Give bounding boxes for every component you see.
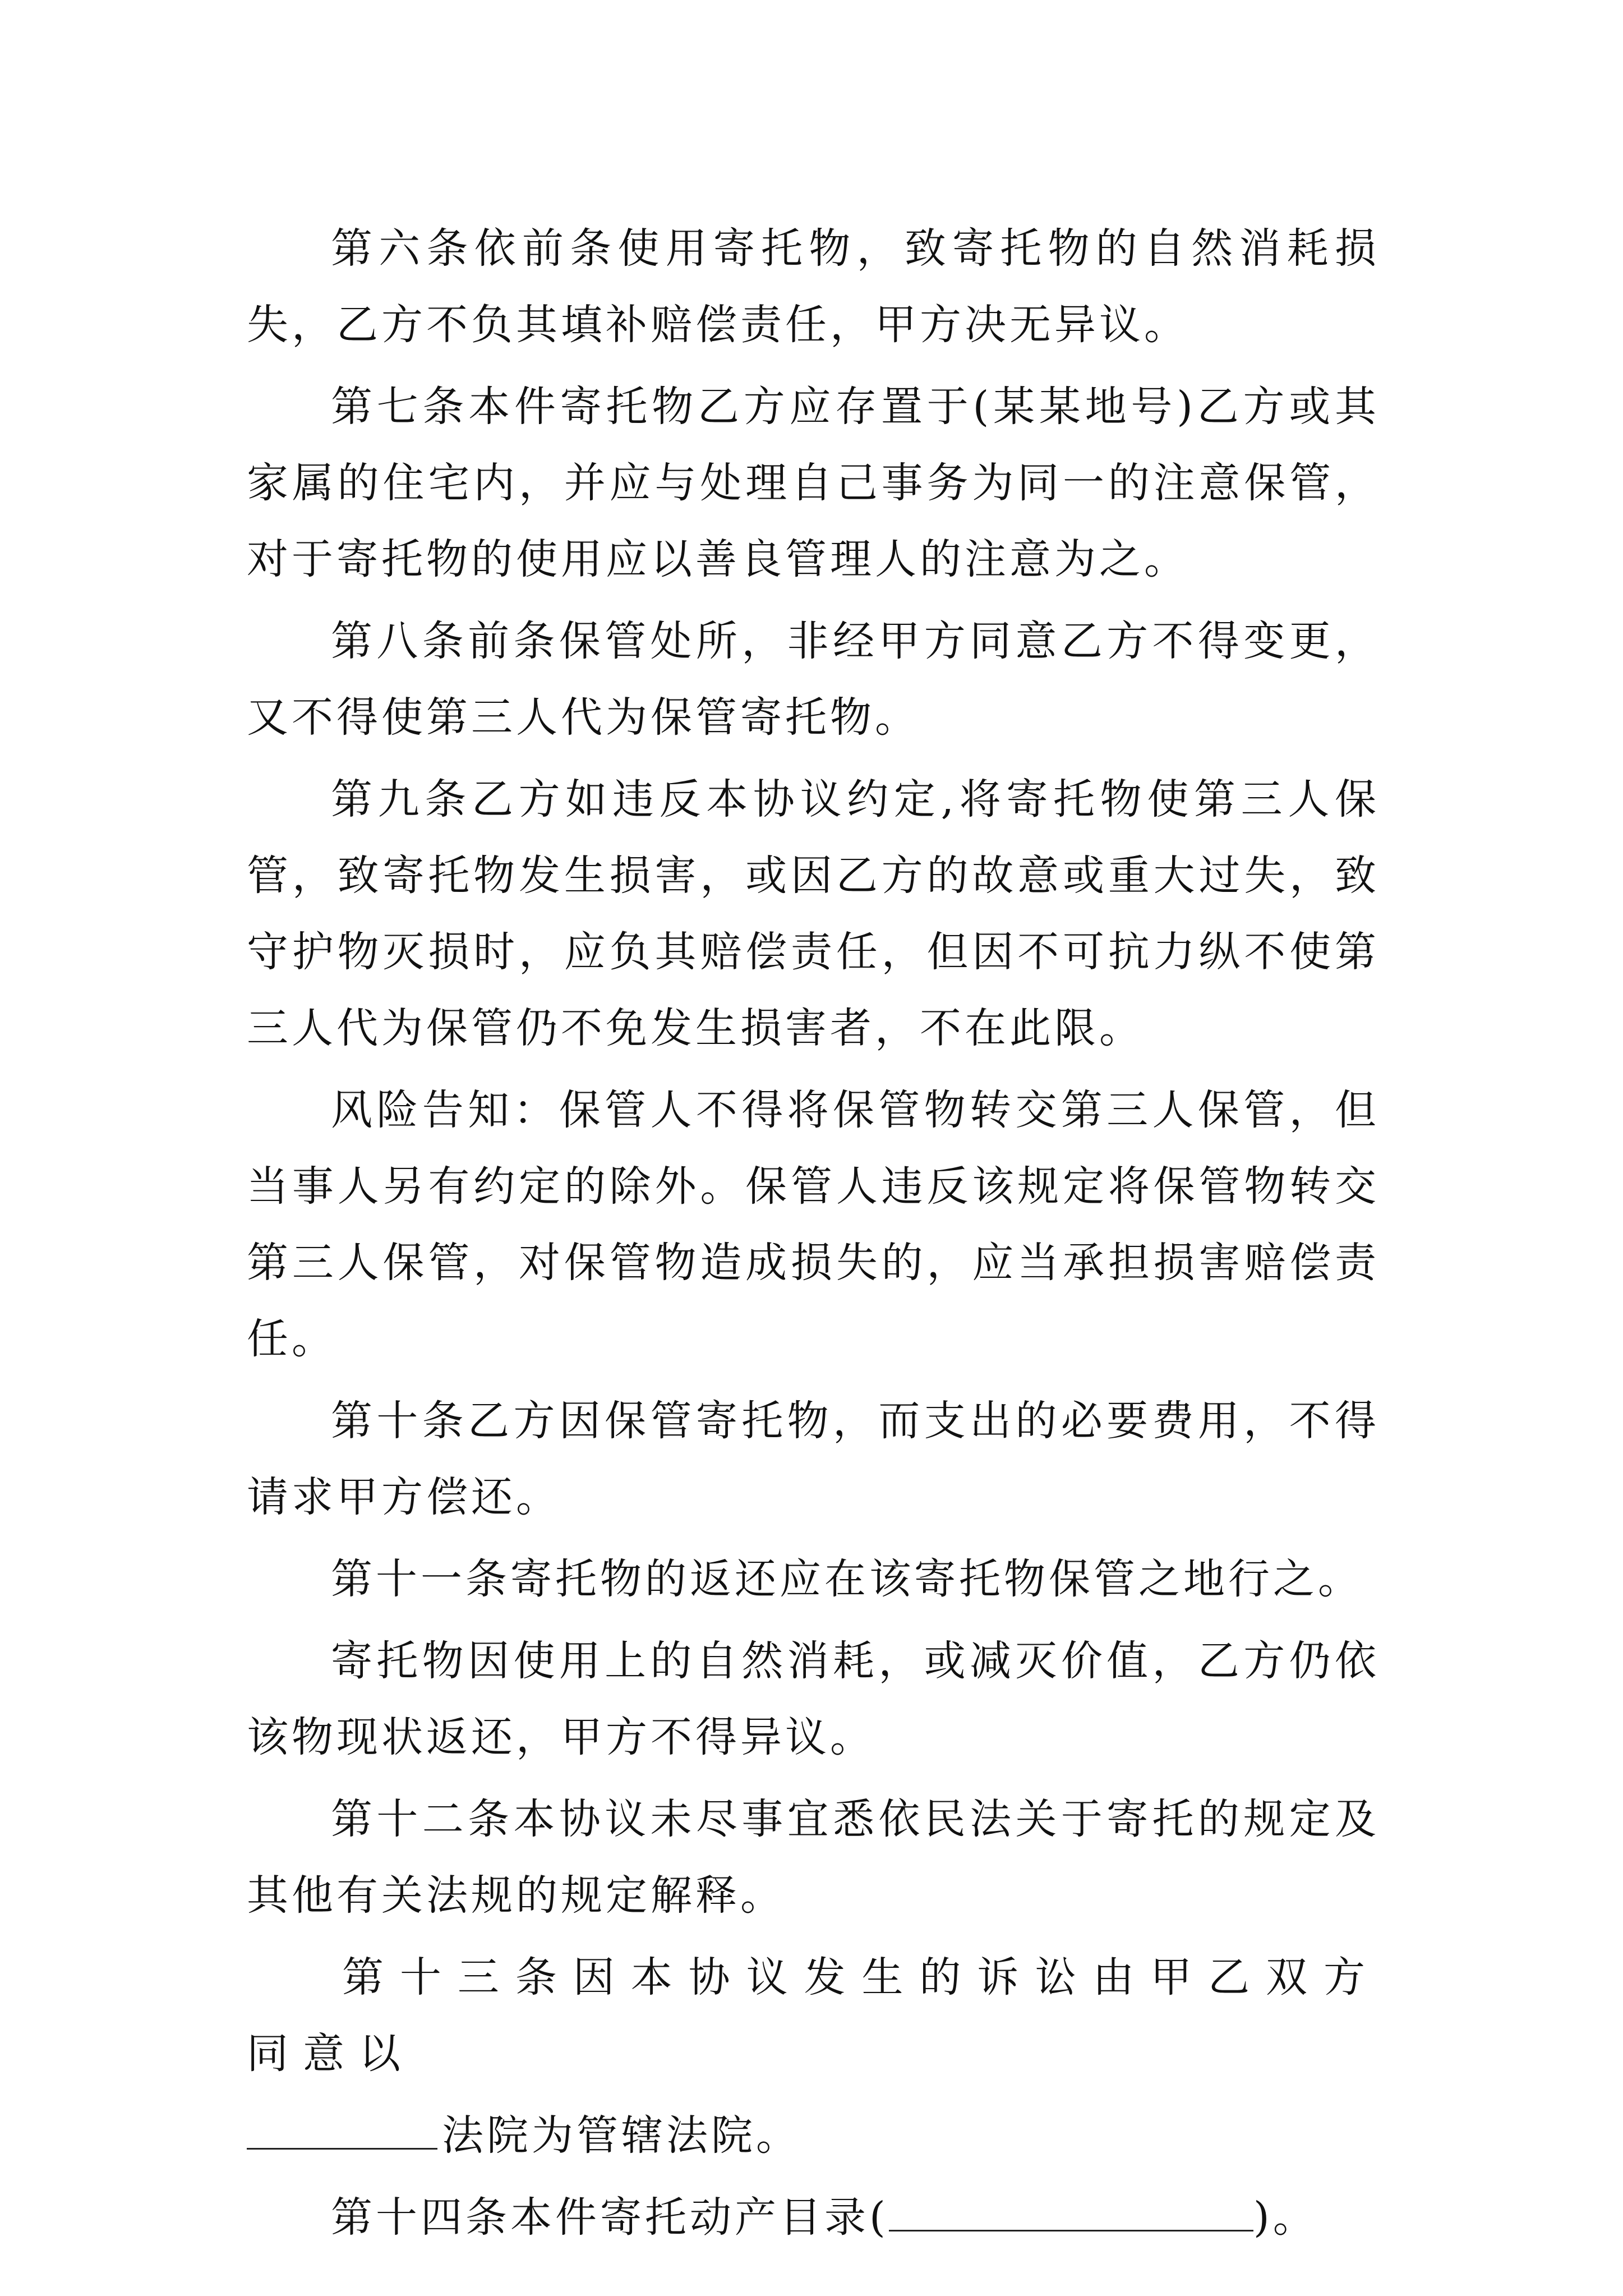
article-13-paragraph: [247, 1939, 1380, 2092]
article-8-paragraph: 第八条前条保管处所，非经甲方同意乙方不得变更，又不得使第三人代为保管寄托物。: [247, 617, 1380, 742]
article-13-text: 第十三条因本协议发生的诉讼由甲乙双方同意以: [247, 1953, 1380, 2078]
article-12-paragraph: 第十二条本协议未尽事宜悉依民法关于寄托的规定及其他有关法规的规定解释。: [247, 1795, 1380, 1920]
article-14-prefix: 第十四条本件寄托动产目录(: [331, 2193, 889, 2242]
article-11-paragraph: 第十一条寄托物的返还应在该寄托物保管之地行之。: [331, 1555, 1363, 1603]
risk-notice-paragraph: 风险告知：保管人不得将保管物转交第三人保管，但当事人另有约定的除外。保管人违反该规定将保管物转交第三人保管，对保管物造成损失的，应当承担损害赔偿责任。: [247, 1086, 1380, 1363]
article-9-paragraph: 第九条乙方如违反本协议约定,将寄托物使第三人保管，致寄托物发生损害，或因乙方的故意或重大过失，致守护物灭损时，应负其赔偿责任，但因不可抗力纵不使第三人代为保管仍不免发生损害者，不在此限。: [247, 775, 1380, 1052]
document-body: [247, 210, 1380, 2256]
article-14-suffix: )。: [1253, 2193, 1318, 2242]
article-13-suffix: 法院为管辖法院。: [442, 2111, 801, 2160]
property-list-blank[interactable]: [889, 2188, 1253, 2231]
article-11-return-paragraph: 寄托物因使用上的自然消耗，或减灭价值，乙方仍依该物现状返还，甲方不得异议。: [247, 1637, 1380, 1761]
article-7-paragraph: 第七条本件寄托物乙方应存置于(某某地号)乙方或其家属的住宅内，并应与处理自己事务为同一的注意保管，对于寄托物的使用应以善良管理人的注意为之。: [247, 383, 1380, 583]
court-name-blank[interactable]: [247, 2106, 437, 2150]
article-13-continuation: [247, 2097, 1380, 2174]
article-14-paragraph: [247, 2179, 1380, 2256]
article-6-paragraph: 第六条依前条使用寄托物，致寄托物的自然消耗损失，乙方不负其填补赔偿责任，甲方决无异议。: [247, 224, 1380, 349]
article-10-paragraph: 第十条乙方因保管寄托物，而支出的必要费用，不得请求甲方偿还。: [247, 1397, 1380, 1521]
